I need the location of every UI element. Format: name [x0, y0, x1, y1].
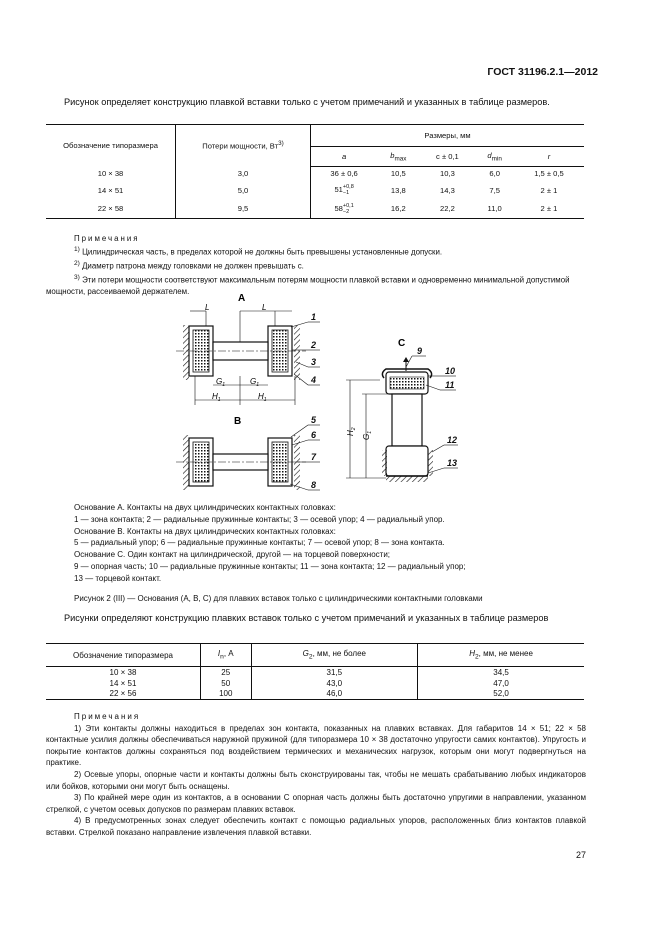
callout-10: 10	[445, 366, 456, 376]
table2-header-designation: Обозначение типоразмера	[46, 644, 201, 667]
view-c-drawing	[346, 338, 433, 482]
callout-4: 4	[311, 375, 317, 385]
notes-1-item-1: $^{1)}$ Цилиндрическая часть, в пределах которой не должны быть превышены установленные допуски.	[74, 246, 443, 257]
callout-11: 11	[445, 380, 455, 390]
callout-8: 8	[311, 480, 317, 490]
legend-line-2: 1 — зона контакта; 2 — радиальные пружинные контакты; 3 — осевой упор; 4 — радиальный упор.	[74, 514, 445, 524]
dim-l-left: L	[205, 303, 210, 312]
dim-l-right: L	[262, 303, 267, 312]
notes-2-item-2: 2) Осевые упоры, опорные части и контакты должны быть сконструированы так, чтобы не мешать срабатыванию любых индикаторов или бойков, которыми они могут быть оснащены.	[46, 769, 586, 791]
document-header: ГОСТ 31196.2.1—2012	[487, 66, 598, 78]
intro-paragraph-2: Рисунки определяют конструкцию плавких вставок только с учетом примечаний и указанных в таблице размеров	[64, 613, 549, 623]
callout-3: 3	[311, 357, 317, 367]
dim-h2: $H_2$	[346, 427, 357, 436]
fuse-base-figure	[150, 288, 490, 498]
table1-header-a: a	[311, 147, 378, 167]
dim-h1-left: $H_1$	[212, 392, 221, 403]
view-b-drawing	[176, 416, 306, 490]
dim-g1-left: $G_1$	[216, 377, 226, 388]
legend-line-6: 9 — опорная часть; 10 — радиальные пружинные контакты; 11 — зона контакта; 12 — радиальный упор;	[74, 561, 466, 571]
legend-line-4: 5 — радиальный упор; 6 — радиальные пружинные контакты; 7 — осевой упор; 8 — зона контакта.	[74, 538, 445, 548]
dim-g1-right: $G_1$	[250, 377, 260, 388]
figure-caption: Рисунок 2 (III) — Основания (А, В, С) для плавких вставок только с цилиндрическими контактными головками	[74, 594, 483, 603]
table2-header-g2: $G_2$, мм, не более	[251, 644, 418, 667]
notes-1-item-3: $^{3)}$ Эти потери мощности соответствуют максимальным потерям мощности плавкой вставки и одновременно минимальной допустимой мощности, рассеиваемой держателем.	[46, 274, 570, 297]
intro-paragraph-1: Рисунок определяет конструкцию плавкой вставки только с учетом примечаний и указанных в таблице размеров.	[64, 97, 550, 107]
figure-legend	[74, 502, 586, 585]
legend-line-7: 13 — торцевой контакт.	[74, 573, 162, 583]
table2-header-h2: $H_2$, мм, не менее	[418, 644, 584, 667]
table-row: 22 × 56 100 46,0 52,0	[46, 689, 584, 700]
callout-7: 7	[311, 452, 317, 462]
notes-1-item-2: $^{2)}$ Диаметр патрона между головками не должен превышать c.	[74, 260, 304, 271]
legend-line-5: Основание С. Один контакт на цилиндрической, другой — на торцевой поверхности;	[74, 550, 391, 560]
table1-header-r: r	[514, 147, 584, 167]
table1-header-b: $b_{max}$	[377, 147, 419, 167]
table-row: 10 × 38 3,0 36 ± 0,6 10,5 10,3 6,0 1,5 ± 0,5	[46, 167, 584, 181]
view-a-drawing	[176, 293, 306, 405]
view-c-label: C	[398, 338, 406, 349]
currents-table	[46, 643, 584, 700]
table1-header-d: $d_{min}$	[475, 147, 514, 167]
notes-1-title: Примечания	[74, 234, 140, 243]
callout-12: 12	[447, 435, 458, 445]
callout-6: 6	[311, 430, 317, 440]
notes-2-item-4: 4) В предусмотренных зонах следует обеспечить контакт с помощью радиальных упоров, расположенных близ контактов плавкой вставки. Стрелкой показано направление извлечения плавкой вставки.	[46, 816, 586, 837]
legend-line-3: Основание В. Контакты на двух цилиндрических контактных головках:	[74, 526, 336, 536]
callout-2: 2	[311, 340, 317, 350]
view-a-label: A	[238, 293, 246, 304]
notes-2-item-3: 3) По крайней мере один из контактов, а в основании С опорная часть должны быть достаточно упругими в направлении, указанном стрелкой, с учетом осевых допусков по размерам плавких вставок.	[46, 793, 586, 814]
callout-5: 5	[311, 415, 317, 425]
legend-line-1: Основание А. Контакты на двух цилиндрических контактных головках:	[74, 503, 336, 512]
table-row: 14 × 51 5,0 51+0,8 −1 13,8 14,3 7,5 2 ± 1	[46, 181, 584, 200]
table2-header-in: $I_n$, А	[201, 644, 252, 667]
notes-2-item-1: 1) Эти контакты должны находиться в пределах зон контакта, показанных на плавких вставках. Для габаритов 14 × 51; 22 × 58 контактные усилия должны обеспечиваться наружной пружиной (для типоразмера 10 × 38 достаточно упругости самих контактов). Упругость и покрытие контактов должны сохраняться под воздействием термических и механических нагрузок, которым они могут подвергнуться на практике.	[46, 723, 586, 768]
table1-header-power: Потери мощности, $Вт^{3)}$	[176, 125, 311, 167]
notes-2-title: Примечания	[74, 712, 141, 721]
page-number: 27	[575, 850, 586, 860]
table1-header-designation: Обозначение типоразмера	[46, 125, 176, 167]
view-b-label: B	[234, 416, 242, 427]
table1-header-sizes: Размеры, мм	[311, 125, 585, 147]
table-row: 14 × 51 50 43,0 47,0	[46, 678, 584, 689]
table1-header-c: c ± 0,1	[419, 147, 475, 167]
sizes-table	[46, 124, 584, 219]
table-row: 22 × 58 9,5 58+0,1 −2 16,2 22,2 11,0 2 ± 1	[46, 200, 584, 219]
notes-2	[46, 711, 586, 839]
dim-g1-vertical: $G_1$	[362, 430, 373, 440]
dim-h1-right: $H_1$	[258, 392, 267, 403]
callout-9: 9	[417, 346, 423, 356]
table-row: 10 × 38 25 31,5 34,5	[46, 667, 584, 678]
callout-13: 13	[447, 458, 458, 468]
callout-1: 1	[311, 312, 317, 322]
